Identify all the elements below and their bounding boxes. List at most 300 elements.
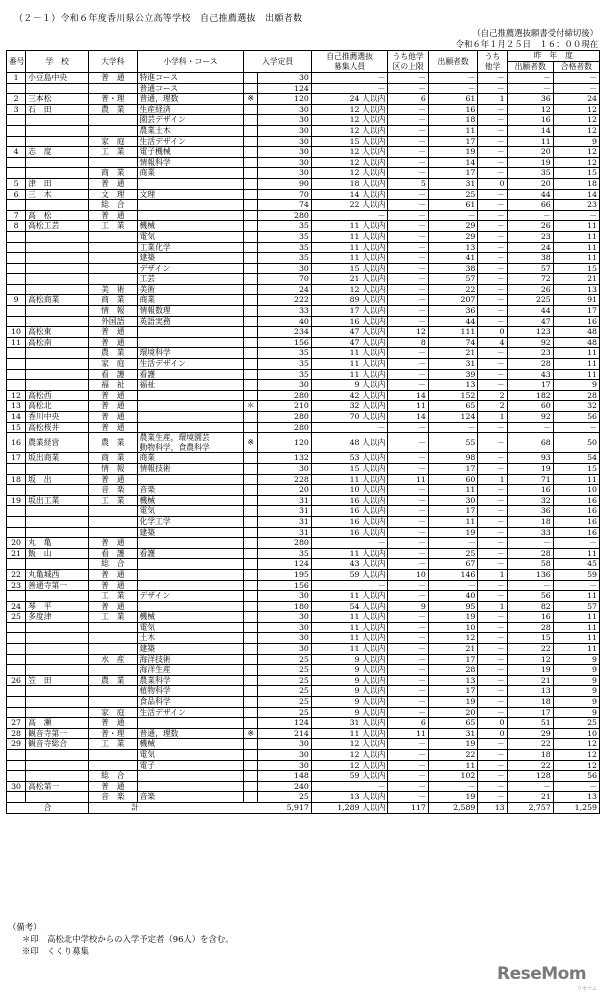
cell-other: － bbox=[478, 686, 507, 697]
cell-dept bbox=[89, 750, 137, 761]
cell-limit: － bbox=[388, 253, 429, 264]
cell-no: 28 bbox=[7, 728, 26, 739]
cell-applicants: 21 bbox=[428, 644, 478, 655]
cell-applicants: 124 bbox=[428, 412, 478, 423]
cell-applicants: 17 bbox=[428, 686, 478, 697]
cell-applicants: 67 bbox=[428, 559, 478, 570]
cell-prev-applicants: 13 bbox=[507, 686, 553, 697]
cell-recruit: 13 人以内 bbox=[311, 792, 388, 803]
cell-recruit: 9 人以内 bbox=[311, 707, 388, 718]
cell-mark bbox=[244, 506, 258, 517]
cell-other: － bbox=[478, 538, 507, 549]
cell-capacity: 30 bbox=[257, 750, 311, 761]
cell-applicants: 61 bbox=[428, 200, 478, 211]
cell-dept: 普 通 bbox=[89, 474, 137, 485]
cell-no: 9 bbox=[7, 295, 26, 306]
cell-capacity: 25 bbox=[257, 686, 311, 697]
cell-other: － bbox=[478, 771, 507, 782]
cell-school bbox=[26, 463, 89, 474]
cell-prev-passed: 12 bbox=[553, 115, 599, 126]
cell-no bbox=[7, 644, 26, 655]
cell-capacity: 30 bbox=[257, 73, 311, 84]
cell-prev-applicants: 22 bbox=[507, 739, 553, 750]
cell-prev-applicants: 123 bbox=[507, 327, 553, 338]
cell-prev-passed: 11 bbox=[553, 591, 599, 602]
cell-course bbox=[137, 327, 244, 338]
timestamp-note: 令和６年１月２５日 １６：００現在 bbox=[455, 39, 598, 49]
cell-limit: － bbox=[388, 115, 429, 126]
cell-no bbox=[7, 463, 26, 474]
cell-no bbox=[7, 760, 26, 771]
cell-capacity: 25 bbox=[257, 707, 311, 718]
cell-prev-passed: － bbox=[553, 580, 599, 591]
cell-limit: － bbox=[388, 675, 429, 686]
cell-recruit: 10 人以内 bbox=[311, 485, 388, 496]
cell-recruit: 89 人以内 bbox=[311, 295, 388, 306]
cell-course: 農業土木 bbox=[137, 125, 244, 136]
cell-other: － bbox=[478, 559, 507, 570]
cell-other: － bbox=[478, 306, 507, 317]
cell-school bbox=[26, 369, 89, 380]
cell-prev-applicants: 20 bbox=[507, 147, 553, 158]
cell-prev-passed: － bbox=[553, 538, 599, 549]
cell-prev-applicants: 92 bbox=[507, 337, 553, 348]
cell-no: 2 bbox=[7, 94, 26, 105]
cell-school: 志 度 bbox=[26, 147, 89, 158]
cell-mark bbox=[244, 527, 258, 538]
cell-recruit: 11 人以内 bbox=[311, 728, 388, 739]
cell-limit: 14 bbox=[388, 412, 429, 423]
cell-applicants: 12 bbox=[428, 633, 478, 644]
cell-prev-passed: 14 bbox=[553, 189, 599, 200]
cell-capacity: 234 bbox=[257, 327, 311, 338]
cell-course: 音楽 bbox=[137, 485, 244, 496]
cell-prev-passed: 11 bbox=[553, 474, 599, 485]
cell-school bbox=[26, 516, 89, 527]
cell-no bbox=[7, 527, 26, 538]
cell-applicants: 39 bbox=[428, 369, 478, 380]
cell-school bbox=[26, 622, 89, 633]
cell-course: 電気 bbox=[137, 506, 244, 517]
cell-mark bbox=[244, 422, 258, 433]
cell-prev-applicants: 36 bbox=[507, 94, 553, 105]
cell-mark bbox=[244, 200, 258, 211]
cell-mark bbox=[244, 707, 258, 718]
table-row bbox=[7, 760, 600, 771]
cell-course: 土木 bbox=[137, 633, 244, 644]
cell-applicants: 61 bbox=[428, 94, 478, 105]
cell-limit: － bbox=[388, 580, 429, 591]
cell-applicants: － bbox=[428, 580, 478, 591]
cell-recruit: 11 人以内 bbox=[311, 612, 388, 623]
cell-mark bbox=[244, 633, 258, 644]
cell-prev-passed: 11 bbox=[553, 369, 599, 380]
table-row bbox=[7, 485, 600, 496]
cell-mark: ＊ bbox=[244, 401, 258, 412]
table-row bbox=[7, 263, 600, 274]
cell-limit: － bbox=[388, 125, 429, 136]
cell-mark bbox=[244, 83, 258, 94]
cell-recruit: 16 人以内 bbox=[311, 316, 388, 327]
table-row bbox=[7, 781, 600, 792]
cell-prev-passed: 50 bbox=[553, 433, 599, 453]
cell-recruit: 22 人以内 bbox=[311, 200, 388, 211]
table-row bbox=[7, 792, 600, 803]
cell-prev-passed: － bbox=[553, 73, 599, 84]
cell-other: － bbox=[478, 527, 507, 538]
cell-dept: 看 護 bbox=[89, 369, 137, 380]
cell-school bbox=[26, 125, 89, 136]
cell-other: － bbox=[478, 675, 507, 686]
cell-prev-applicants: 23 bbox=[507, 348, 553, 359]
cell-prev-applicants: 72 bbox=[507, 274, 553, 285]
cell-mark bbox=[244, 380, 258, 391]
cell-applicants: 74 bbox=[428, 337, 478, 348]
cell-applicants: － bbox=[428, 210, 478, 221]
cell-prev-applicants: 44 bbox=[507, 189, 553, 200]
cell-recruit: 15 人以内 bbox=[311, 463, 388, 474]
cell-other: － bbox=[478, 284, 507, 295]
cell-course bbox=[137, 559, 244, 570]
cell-mark bbox=[244, 580, 258, 591]
cell-prev-applicants: 35 bbox=[507, 168, 553, 179]
cell-prev-applicants: 18 bbox=[507, 697, 553, 708]
cell-school bbox=[26, 136, 89, 147]
cell-course: 音楽 bbox=[137, 792, 244, 803]
cell-mark bbox=[244, 147, 258, 158]
cell-other: － bbox=[478, 263, 507, 274]
cell-recruit: － bbox=[311, 781, 388, 792]
cell-prev-applicants: 16 bbox=[507, 612, 553, 623]
cell-dept bbox=[89, 231, 137, 242]
cell-no bbox=[7, 506, 26, 517]
cell-no bbox=[7, 242, 26, 253]
cell-applicants: 11 bbox=[428, 125, 478, 136]
cell-school: 丸 亀 bbox=[26, 538, 89, 549]
cell-recruit: 12 人以内 bbox=[311, 168, 388, 179]
cell-applicants: 25 bbox=[428, 548, 478, 559]
cell-recruit: 11 人以内 bbox=[311, 359, 388, 370]
cell-no bbox=[7, 591, 26, 602]
cell-capacity: 210 bbox=[257, 401, 311, 412]
cell-school: 坂 出 bbox=[26, 474, 89, 485]
cell-applicants: 102 bbox=[428, 771, 478, 782]
cell-applicants: 29 bbox=[428, 231, 478, 242]
cell-dept: 家 庭 bbox=[89, 707, 137, 718]
cell-prev-passed: 12 bbox=[553, 739, 599, 750]
cell-mark bbox=[244, 73, 258, 84]
cell-course: 電子 bbox=[137, 760, 244, 771]
cell-capacity: 24 bbox=[257, 284, 311, 295]
cell-other: － bbox=[478, 750, 507, 761]
cell-recruit: 15 人以内 bbox=[311, 263, 388, 274]
cell-dept: 普 通 bbox=[89, 327, 137, 338]
cell-no: 15 bbox=[7, 422, 26, 433]
cell-no bbox=[7, 83, 26, 94]
cell-dept: 商 業 bbox=[89, 453, 137, 464]
cell-other: － bbox=[478, 644, 507, 655]
table-row bbox=[7, 718, 600, 729]
cell-dept: 普 通 bbox=[89, 538, 137, 549]
cell-limit: 6 bbox=[388, 94, 429, 105]
cell-capacity: 31 bbox=[257, 506, 311, 517]
cell-course: 普通，理数 bbox=[137, 94, 244, 105]
cell-capacity: 35 bbox=[257, 359, 311, 370]
table-row bbox=[7, 242, 600, 253]
cell-other: － bbox=[478, 168, 507, 179]
cell-school: 三本松 bbox=[26, 94, 89, 105]
cell-course: デザイン bbox=[137, 591, 244, 602]
cell-mark bbox=[244, 792, 258, 803]
cell-prev-applicants: 14 bbox=[507, 125, 553, 136]
cell-no: 26 bbox=[7, 675, 26, 686]
table-row bbox=[7, 644, 600, 655]
cell-other: － bbox=[478, 73, 507, 84]
cell-applicants: 16 bbox=[428, 104, 478, 115]
cell-applicants: 17 bbox=[428, 168, 478, 179]
cell-school: 笠 田 bbox=[26, 675, 89, 686]
table-row bbox=[7, 104, 600, 115]
cell-dept: 工 業 bbox=[89, 591, 137, 602]
cell-limit: － bbox=[388, 665, 429, 676]
cell-no bbox=[7, 622, 26, 633]
cell-school: 高松桜井 bbox=[26, 422, 89, 433]
cell-prev-applicants: 26 bbox=[507, 221, 553, 232]
table-row bbox=[7, 527, 600, 538]
cell-prev-passed: 13 bbox=[553, 792, 599, 803]
cell-applicants: 152 bbox=[428, 390, 478, 401]
cell-course: 植物科学 bbox=[137, 686, 244, 697]
cell-mark bbox=[244, 591, 258, 602]
cell-limit: － bbox=[388, 210, 429, 221]
cell-course: 機械 bbox=[137, 612, 244, 623]
cell-applicants: 31 bbox=[428, 178, 478, 189]
cell-course: 美術 bbox=[137, 284, 244, 295]
cell-capacity: 70 bbox=[257, 274, 311, 285]
table-row bbox=[7, 665, 600, 676]
cell-dept bbox=[89, 516, 137, 527]
cell-prev-applicants: 12 bbox=[507, 654, 553, 665]
cell-course: 工芸 bbox=[137, 274, 244, 285]
cell-school: 多度津 bbox=[26, 612, 89, 623]
cell-dept: 普 通 bbox=[89, 718, 137, 729]
cell-applicants: － bbox=[428, 83, 478, 94]
cell-capacity: 124 bbox=[257, 83, 311, 94]
header-prev-year: 昨 年 度 bbox=[507, 51, 599, 62]
cell-capacity: 30 bbox=[257, 136, 311, 147]
cell-limit: 9 bbox=[388, 601, 429, 612]
cell-limit: 11 bbox=[388, 728, 429, 739]
cell-capacity: 222 bbox=[257, 295, 311, 306]
cell-other: － bbox=[478, 453, 507, 464]
cell-prev-passed: 16 bbox=[553, 527, 599, 538]
cell-recruit: 16 人以内 bbox=[311, 495, 388, 506]
cell-no: 11 bbox=[7, 337, 26, 348]
cell-dept bbox=[89, 644, 137, 655]
cell-capacity: 30 bbox=[257, 591, 311, 602]
cell-course: 生活デザイン bbox=[137, 359, 244, 370]
cell-mark bbox=[244, 750, 258, 761]
cell-prev-passed: 21 bbox=[553, 274, 599, 285]
total-other: 13 bbox=[478, 802, 507, 813]
cell-applicants: 19 bbox=[428, 612, 478, 623]
cell-limit: － bbox=[388, 157, 429, 168]
cell-no: 16 bbox=[7, 433, 26, 453]
cell-prev-applicants: 36 bbox=[507, 506, 553, 517]
cell-limit: － bbox=[388, 274, 429, 285]
cell-recruit: 12 人以内 bbox=[311, 739, 388, 750]
cell-school bbox=[26, 306, 89, 317]
cell-dept: 情 報 bbox=[89, 463, 137, 474]
cell-other: 4 bbox=[478, 337, 507, 348]
cell-capacity: 35 bbox=[257, 242, 311, 253]
cell-other: － bbox=[478, 83, 507, 94]
cell-prev-passed: 12 bbox=[553, 104, 599, 115]
cell-school: 高松東 bbox=[26, 327, 89, 338]
table-row bbox=[7, 591, 600, 602]
cell-school: 高松西 bbox=[26, 390, 89, 401]
cell-course bbox=[137, 580, 244, 591]
cell-course bbox=[137, 474, 244, 485]
cell-mark bbox=[244, 453, 258, 464]
cell-other: － bbox=[478, 739, 507, 750]
cell-mark bbox=[244, 495, 258, 506]
cell-mark bbox=[244, 348, 258, 359]
cell-other: － bbox=[478, 792, 507, 803]
cell-applicants: 18 bbox=[428, 115, 478, 126]
cell-limit: － bbox=[388, 263, 429, 274]
cell-no bbox=[7, 284, 26, 295]
cell-limit: － bbox=[388, 760, 429, 771]
resemom-logo-sub: リセマム bbox=[577, 986, 597, 992]
cell-prev-applicants: 19 bbox=[507, 463, 553, 474]
cell-school bbox=[26, 284, 89, 295]
cell-recruit: 11 人以内 bbox=[311, 242, 388, 253]
cell-dept: 福 祉 bbox=[89, 380, 137, 391]
table-row bbox=[7, 601, 600, 612]
cell-course: 生産経済 bbox=[137, 104, 244, 115]
cell-recruit: － bbox=[311, 422, 388, 433]
cell-capacity: 25 bbox=[257, 697, 311, 708]
cell-other: － bbox=[478, 210, 507, 221]
cell-dept: 普 通 bbox=[89, 178, 137, 189]
cell-recruit: 59 人以内 bbox=[311, 771, 388, 782]
cell-school: 坂出工業 bbox=[26, 495, 89, 506]
cell-course: 建築 bbox=[137, 527, 244, 538]
cell-prev-passed: 56 bbox=[553, 412, 599, 423]
deadline-note: （自己推薦選抜願書受付締切後） bbox=[472, 28, 598, 38]
cell-other: 2 bbox=[478, 390, 507, 401]
cell-no: 7 bbox=[7, 210, 26, 221]
cell-mark bbox=[244, 548, 258, 559]
table-row bbox=[7, 559, 600, 570]
cell-prev-applicants: 92 bbox=[507, 412, 553, 423]
cell-limit: － bbox=[388, 422, 429, 433]
cell-mark bbox=[244, 125, 258, 136]
cell-no bbox=[7, 306, 26, 317]
cell-limit: － bbox=[388, 348, 429, 359]
cell-recruit: 42 人以内 bbox=[311, 390, 388, 401]
cell-prev-applicants: － bbox=[507, 73, 553, 84]
table-row bbox=[7, 157, 600, 168]
cell-prev-applicants: 60 bbox=[507, 401, 553, 412]
cell-dept bbox=[89, 242, 137, 253]
cell-school bbox=[26, 654, 89, 665]
cell-mark bbox=[244, 306, 258, 317]
cell-prev-applicants: 28 bbox=[507, 622, 553, 633]
cell-mark bbox=[244, 612, 258, 623]
cell-no bbox=[7, 263, 26, 274]
cell-school: 石 田 bbox=[26, 104, 89, 115]
cell-recruit: 31 人以内 bbox=[311, 718, 388, 729]
cell-school: 飯 山 bbox=[26, 548, 89, 559]
cell-course: 機械 bbox=[137, 221, 244, 232]
cell-course: 情報技術 bbox=[137, 463, 244, 474]
cell-dept: 普 通 bbox=[89, 781, 137, 792]
cell-dept bbox=[89, 125, 137, 136]
cell-no bbox=[7, 125, 26, 136]
cell-no: 5 bbox=[7, 178, 26, 189]
cell-applicants: 17 bbox=[428, 136, 478, 147]
cell-capacity: 31 bbox=[257, 527, 311, 538]
cell-course: 商業 bbox=[137, 168, 244, 179]
cell-dept bbox=[89, 506, 137, 517]
cell-other: － bbox=[478, 189, 507, 200]
cell-capacity: 124 bbox=[257, 718, 311, 729]
cell-limit: － bbox=[388, 633, 429, 644]
cell-prev-passed: 11 bbox=[553, 359, 599, 370]
cell-limit: － bbox=[388, 221, 429, 232]
cell-dept bbox=[89, 633, 137, 644]
cell-prev-passed: 12 bbox=[553, 125, 599, 136]
cell-course: 機械 bbox=[137, 739, 244, 750]
cell-prev-applicants: 16 bbox=[507, 485, 553, 496]
cell-no bbox=[7, 654, 26, 665]
cell-recruit: 11 人以内 bbox=[311, 221, 388, 232]
cell-school bbox=[26, 527, 89, 538]
cell-other: － bbox=[478, 495, 507, 506]
cell-capacity: 74 bbox=[257, 200, 311, 211]
cell-limit: － bbox=[388, 612, 429, 623]
total-prev-passed: 1,259 bbox=[553, 802, 599, 813]
total-limit: 117 bbox=[388, 802, 429, 813]
cell-recruit: 9 人以内 bbox=[311, 686, 388, 697]
total-capacity-cell bbox=[89, 802, 312, 813]
cell-school bbox=[26, 253, 89, 264]
table-row bbox=[7, 463, 600, 474]
cell-prev-passed: 9 bbox=[553, 665, 599, 676]
cell-capacity: 31 bbox=[257, 516, 311, 527]
cell-prev-passed: 9 bbox=[553, 675, 599, 686]
cell-recruit: 9 人以内 bbox=[311, 697, 388, 708]
cell-capacity: 280 bbox=[257, 538, 311, 549]
cell-recruit: 12 人以内 bbox=[311, 125, 388, 136]
cell-applicants: 55 bbox=[428, 433, 478, 453]
table-row bbox=[7, 306, 600, 317]
cell-prev-passed: 9 bbox=[553, 654, 599, 665]
cell-prev-passed: 17 bbox=[553, 306, 599, 317]
cell-applicants: － bbox=[428, 538, 478, 549]
cell-prev-applicants: 128 bbox=[507, 771, 553, 782]
cell-prev-passed: 45 bbox=[553, 559, 599, 570]
cell-applicants: 11 bbox=[428, 760, 478, 771]
cell-mark bbox=[244, 104, 258, 115]
cell-capacity: 30 bbox=[257, 622, 311, 633]
cell-prev-applicants: 12 bbox=[507, 104, 553, 115]
cell-mark bbox=[244, 157, 258, 168]
cell-applicants: 31 bbox=[428, 359, 478, 370]
cell-school bbox=[26, 83, 89, 94]
